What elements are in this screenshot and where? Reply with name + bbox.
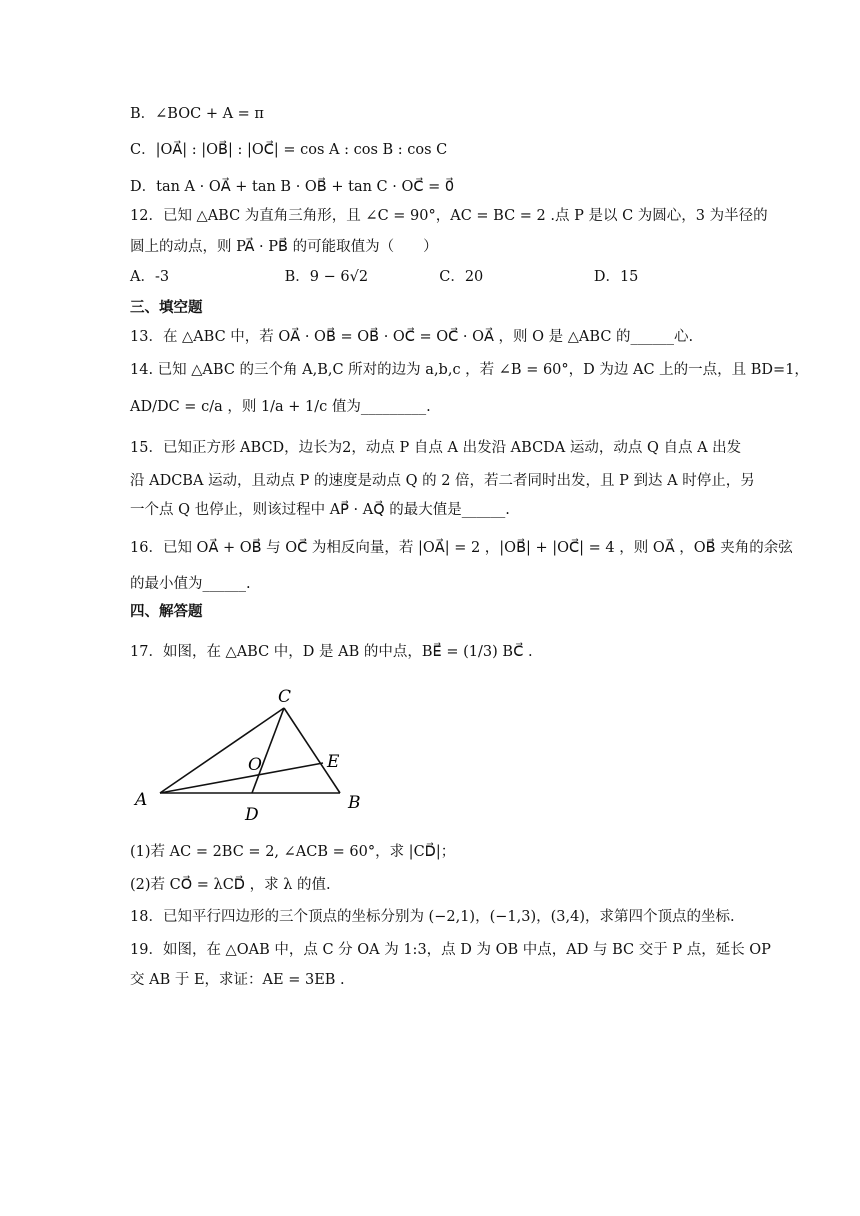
label-d: D (245, 805, 259, 825)
question-19-line2: 交 AB 于 E，求证：AE = 3EB . (130, 972, 345, 988)
side-bc (284, 708, 340, 793)
question-12-options (130, 266, 820, 288)
section-heading-solutions: 四、解答题 (130, 604, 203, 620)
question-13: 13．在 △ABC 中，若 OA⃗ · OB⃗ = OB⃗ · OC⃗ = OC⃗ · OA⃗ ，则 O 是 △ABC 的______心. (130, 329, 694, 345)
question-18: 18．已知平行四边形的三个顶点的坐标分别为 (−2,1)，(−1,3)，(3,4)，求第四个顶点的坐标. (130, 909, 735, 925)
option-b: B．9 − 6√2 (284, 269, 369, 285)
label-a: A (135, 790, 148, 810)
label-o: O (248, 755, 262, 775)
option-c: C．20 (439, 269, 484, 285)
question-15-line1: 15．已知正方形 ABCD，边长为2，动点 P 自点 A 出发沿 ABCDA 运动，动点 Q 自点 A 出发 (130, 440, 742, 456)
question-12-line1: 12．已知 △ABC 为直角三角形，且 ∠C = 90°，AC = BC = 2 .点 P 是以 C 为圆心，3 为半径的 (130, 208, 768, 224)
option-d: D．15 (593, 269, 639, 285)
question-12-line2: 圆上的动点，则 PA⃗ · PB⃗ 的可能取值为（ ） (130, 239, 438, 255)
side-ac (160, 708, 284, 793)
question-16-line2: 的最小值为______. (130, 576, 251, 592)
question-19-line1: 19．如图，在 △OAB 中，点 C 分 OA 为 1:3，点 D 为 OB 中点，AD 与 BC 交于 P 点，延长 OP (130, 942, 771, 958)
question-15-line2: 沿 ADCBA 运动，且动点 P 的速度是动点 Q 的 2 倍，若二者同时出发，且 P 到达 A 时停止，另 (130, 473, 755, 489)
question-17-part1: (1)若 AC = 2BC = 2, ∠ACB = 60°，求 |CD⃗|； (130, 844, 456, 860)
segment-cd (252, 708, 284, 793)
question-16-line1: 16．已知 OA⃗ + OB⃗ 与 OC⃗ 为相反向量，若 |OA⃗| = 2 ，|OB⃗| + |OC⃗| = 4 ，则 OA⃗ ，OB⃗ 夹角的余弦 (130, 540, 793, 556)
label-e: E (327, 752, 340, 772)
question-15-line3: 一个点 Q 也停止，则该过程中 AP⃗ · AQ⃗ 的最大值是______. (130, 502, 510, 518)
option-c-q11: C．|OA⃗| : |OB⃗| : |OC⃗| = cos A : cos B : cos C (130, 142, 448, 158)
question-17-part2: (2)若 CO⃗ = λCD⃗ ，求 λ 的值. (130, 877, 331, 893)
segment-ae (160, 763, 323, 793)
triangle-figure (120, 680, 380, 830)
option-b-q11: B．∠BOC + A = π (130, 106, 264, 122)
section-heading-fill-blank: 三、填空题 (130, 300, 203, 316)
question-14-line1: 14. 已知 △ABC 的三个角 A,B,C 所对的边为 a,b,c ，若 ∠B = 60°，D 为边 AC 上的一点，且 BD=1， (130, 362, 809, 378)
option-a: A．-3 (130, 269, 170, 285)
label-c: C (278, 687, 292, 707)
question-17: 17．如图，在 △ABC 中，D 是 AB 的中点，BE⃗ = (1/3) BC⃗ . (130, 644, 533, 660)
option-d-q11: D．tan A · OA⃗ + tan B · OB⃗ + tan C · OC⃗ = 0⃗ (130, 179, 455, 195)
question-14-line2: AD/DC = c/a ，则 1/a + 1/c 值为_________. (130, 399, 431, 415)
label-b: B (348, 793, 361, 813)
